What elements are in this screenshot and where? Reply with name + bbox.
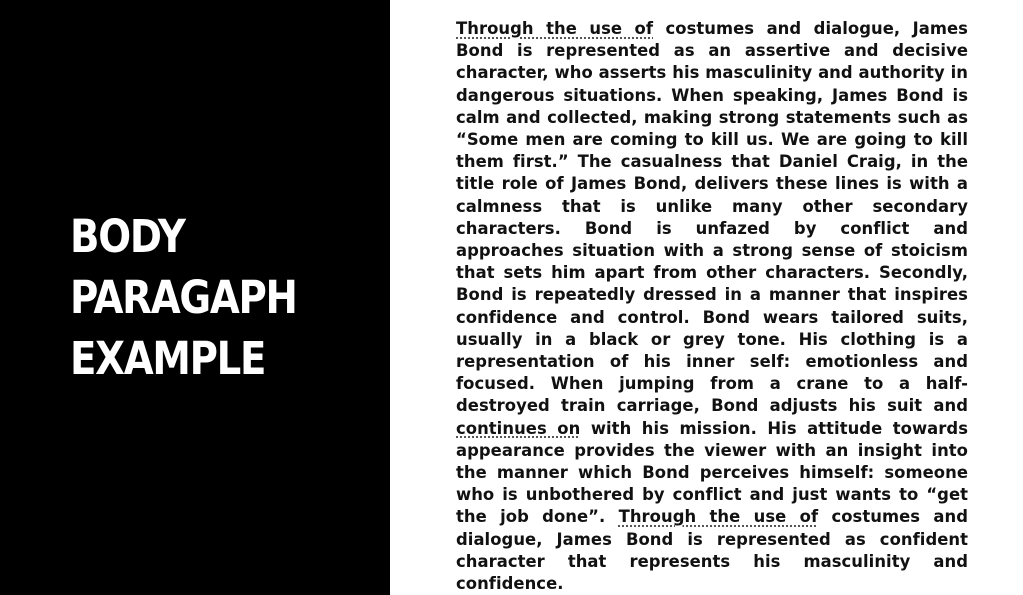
grammar-flagged-phrase: Through the use of <box>618 507 819 527</box>
title-line-1: BODY <box>70 210 185 263</box>
title-line-2: PARAGAPH <box>70 271 297 324</box>
paragraph-text: with his mission. His attitude towards appearance provides the viewer with an insight into the manner which Bond perceives himself: someone who is unbothered by conflict and just wants to “get the job done”. <box>456 418 968 527</box>
title-panel <box>0 0 390 595</box>
grammar-flagged-phrase: continues on <box>456 418 581 438</box>
paragraph-text: costumes and dialogue, James Bond is represented as an assertive and decisive character, who asserts his masculinity and authority in dangerous situations. When speaking, James Bond is calm and collected, making strong statements such as “Some men are coming to kill us. We are going to kill them first.” The casualness that Daniel Craig, in the title role of James Bond, delivers these lines is with a calmness that is unlike many other secondary characters. Bond is unfazed by conflict and approaches situation with a strong sense of stoicism that sets him apart from other characters. Secondly, Bond is repeatedly dressed in a manner that inspires confidence and control. Bond wears tailored suits, usually in a black or grey tone. His clothing is a representation of his inner self: emotionless and focused. When jumping from a crane to a half-destroyed train carriage, Bond adjusts his suit and <box>456 19 968 416</box>
body-paragraph <box>456 18 968 595</box>
slide-title <box>70 206 328 389</box>
content-panel <box>390 0 1023 595</box>
paragraph-text: costumes and dialogue, James Bond is represented as confident character that represents his masculinity and confidence. <box>456 507 968 594</box>
grammar-flagged-phrase: Through the use of <box>456 19 654 38</box>
title-line-3: EXAMPLE <box>70 332 266 385</box>
